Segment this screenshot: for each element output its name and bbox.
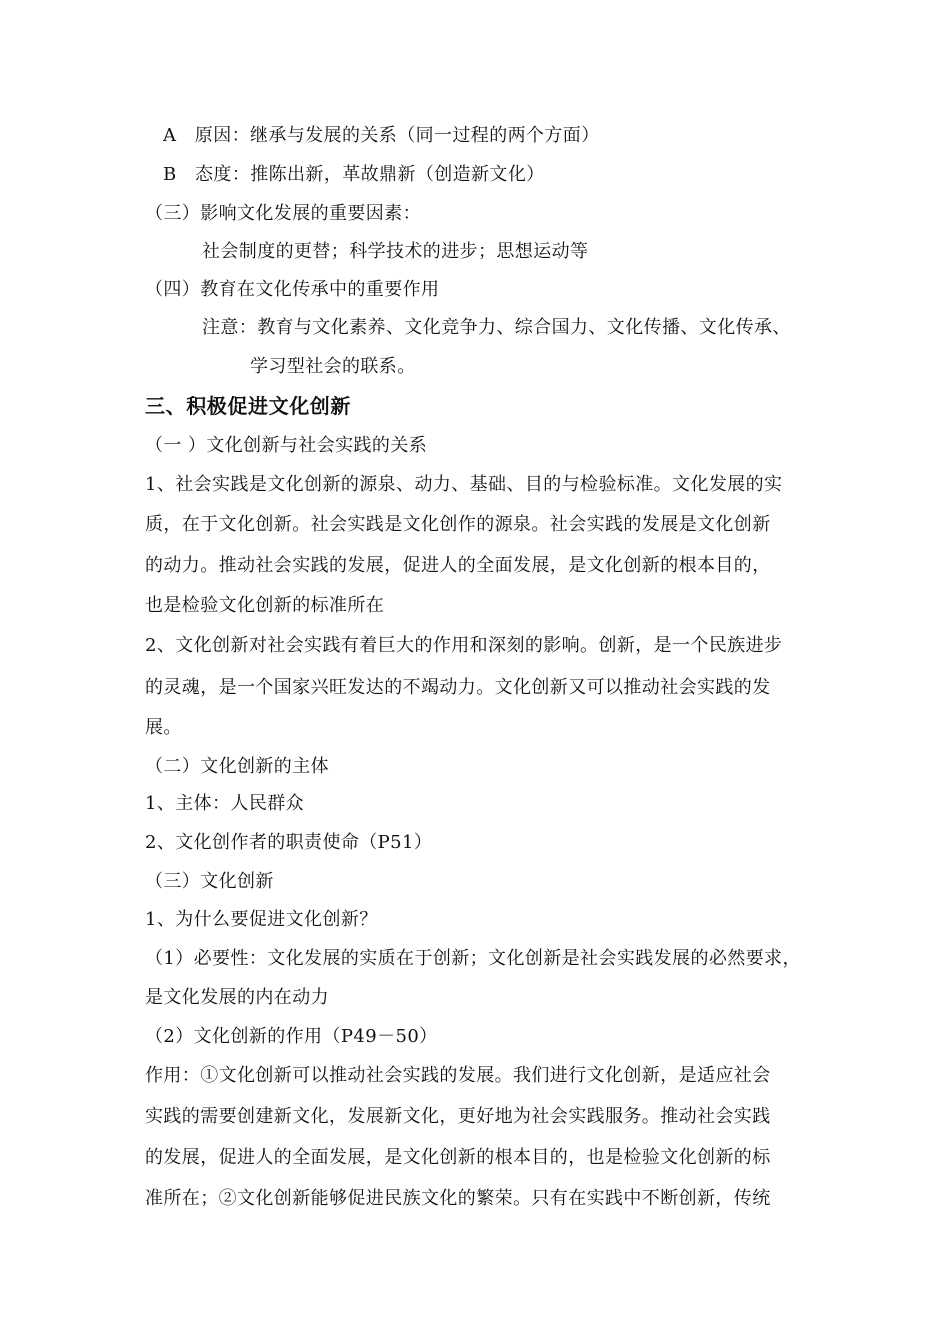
subsection-heading-innovation: （三）文化创新 — [145, 871, 274, 892]
paragraph-line: （1）必要性：文化发展的实质在于创新；文化创新是社会实践发展的必然要求， — [145, 948, 801, 969]
subsection-heading-education: （四）教育在文化传承中的重要作用 — [145, 279, 440, 300]
paragraph-line: 展。 — [145, 717, 182, 738]
subsection-heading-practice: （一 ）文化创新与社会实践的关系 — [145, 435, 428, 456]
text-line-factors: 社会制度的更替；科学技术的进步；思想运动等 — [202, 241, 589, 262]
paragraph-line: 是文化发展的内在动力 — [145, 987, 329, 1008]
paragraph-line: 的灵魂，是一个国家兴旺发达的不竭动力。文化创新又可以推动社会实践的发 — [145, 677, 771, 698]
subsection-heading-factors: （三）影响文化发展的重要因素： — [145, 203, 421, 224]
text-line-note-cont: 学习型社会的联系。 — [250, 356, 416, 377]
text-line-subject: 1、主体：人民群众 — [145, 793, 305, 814]
text-line-attitude: B 态度：推陈出新，革故鼎新（创造新文化） — [163, 164, 545, 185]
text-line-role-heading: （2）文化创新的作用（P49－50） — [145, 1026, 438, 1047]
section-heading-innovation: 三、积极促进文化创新 — [145, 394, 351, 418]
paragraph-line: 的动力。推动社会实践的发展，促进人的全面发展，是文化创新的根本目的， — [145, 555, 771, 576]
paragraph-line: 作用：①文化创新可以推动社会实践的发展。我们进行文化创新，是适应社会 — [145, 1065, 771, 1086]
paragraph-line: 也是检验文化创新的标准所在 — [145, 595, 385, 616]
subsection-heading-subject: （二）文化创新的主体 — [145, 756, 329, 777]
paragraph-line: 的发展，促进人的全面发展，是文化创新的根本目的，也是检验文化创新的标 — [145, 1147, 771, 1168]
text-line-note: 注意：教育与文化素养、文化竞争力、综合国力、文化传播、文化传承、 — [202, 317, 791, 338]
text-line-question: 1、为什么要促进文化创新？ — [145, 909, 378, 930]
paragraph-line: 1、社会实践是文化创新的源泉、动力、基础、目的与检验标准。文化发展的实 — [145, 474, 783, 495]
paragraph-line: 实践的需要创建新文化，发展新文化，更好地为社会实践服务。推动社会实践 — [145, 1106, 771, 1127]
paragraph-line: 质，在于文化创新。社会实践是文化创作的源泉。社会实践的发展是文化创新 — [145, 514, 771, 535]
paragraph-line: 2、文化创新对社会实践有着巨大的作用和深刻的影响。创新，是一个民族进步 — [145, 635, 783, 656]
paragraph-line: 准所在；②文化创新能够促进民族文化的繁荣。只有在实践中不断创新，传统 — [145, 1188, 771, 1209]
text-line-reason: A 原因：继承与发展的关系（同一过程的两个方面） — [163, 125, 600, 146]
text-line-duty: 2、文化创作者的职责使命（P51） — [145, 832, 433, 853]
